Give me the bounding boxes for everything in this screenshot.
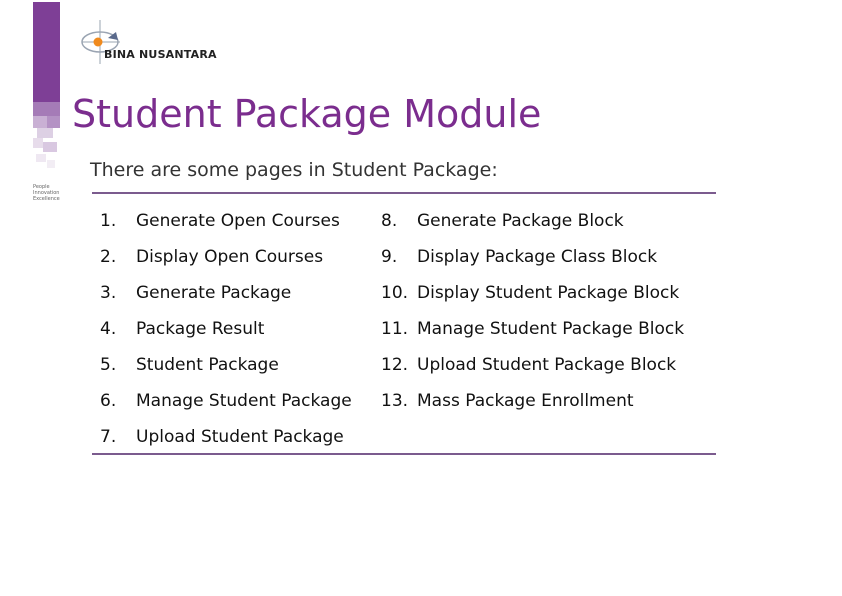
slide-title: Student Package Module xyxy=(72,92,542,136)
list-number: 4. xyxy=(100,319,117,339)
list-label: Mass Package Enrollment xyxy=(417,391,634,411)
list-label: Package Result xyxy=(136,319,265,339)
list-number: 7. xyxy=(100,427,117,447)
list-number: 1. xyxy=(100,211,117,231)
list-number: 13. xyxy=(381,391,409,411)
tagline-line: People xyxy=(33,184,50,190)
slide-subtitle: There are some pages in Student Package: xyxy=(90,159,498,181)
side-decoration-stripe xyxy=(33,2,60,172)
list-number: 5. xyxy=(100,355,117,375)
list-label: Student Package xyxy=(136,355,279,375)
tagline-line: Excellence xyxy=(33,196,60,202)
list-label: Upload Student Package xyxy=(136,427,344,447)
brand-tagline xyxy=(33,184,60,202)
top-divider xyxy=(92,192,716,194)
bottom-divider xyxy=(92,453,716,455)
list-number: 11. xyxy=(381,319,409,339)
list-label: Display Student Package Block xyxy=(417,283,680,303)
list-label: Display Package Class Block xyxy=(417,247,658,267)
list-number: 8. xyxy=(381,211,398,231)
tagline-line: Innovation xyxy=(33,190,60,196)
list-number: 3. xyxy=(100,283,117,303)
list-number: 10. xyxy=(381,283,409,303)
list-number: 9. xyxy=(381,247,398,267)
list-label: Generate Open Courses xyxy=(136,211,340,231)
list-number: 6. xyxy=(100,391,117,411)
list-label: Manage Student Package Block xyxy=(417,319,685,339)
list-number: 12. xyxy=(381,355,409,375)
list-number: 2. xyxy=(100,247,117,267)
logo-wordmark: BINA NUSANTARA xyxy=(104,48,217,61)
list-label: Display Open Courses xyxy=(136,247,324,267)
list-label: Generate Package Block xyxy=(417,211,624,231)
list-label: Manage Student Package xyxy=(136,391,352,411)
list-label: Upload Student Package Block xyxy=(417,355,677,375)
list-label: Generate Package xyxy=(136,283,292,303)
